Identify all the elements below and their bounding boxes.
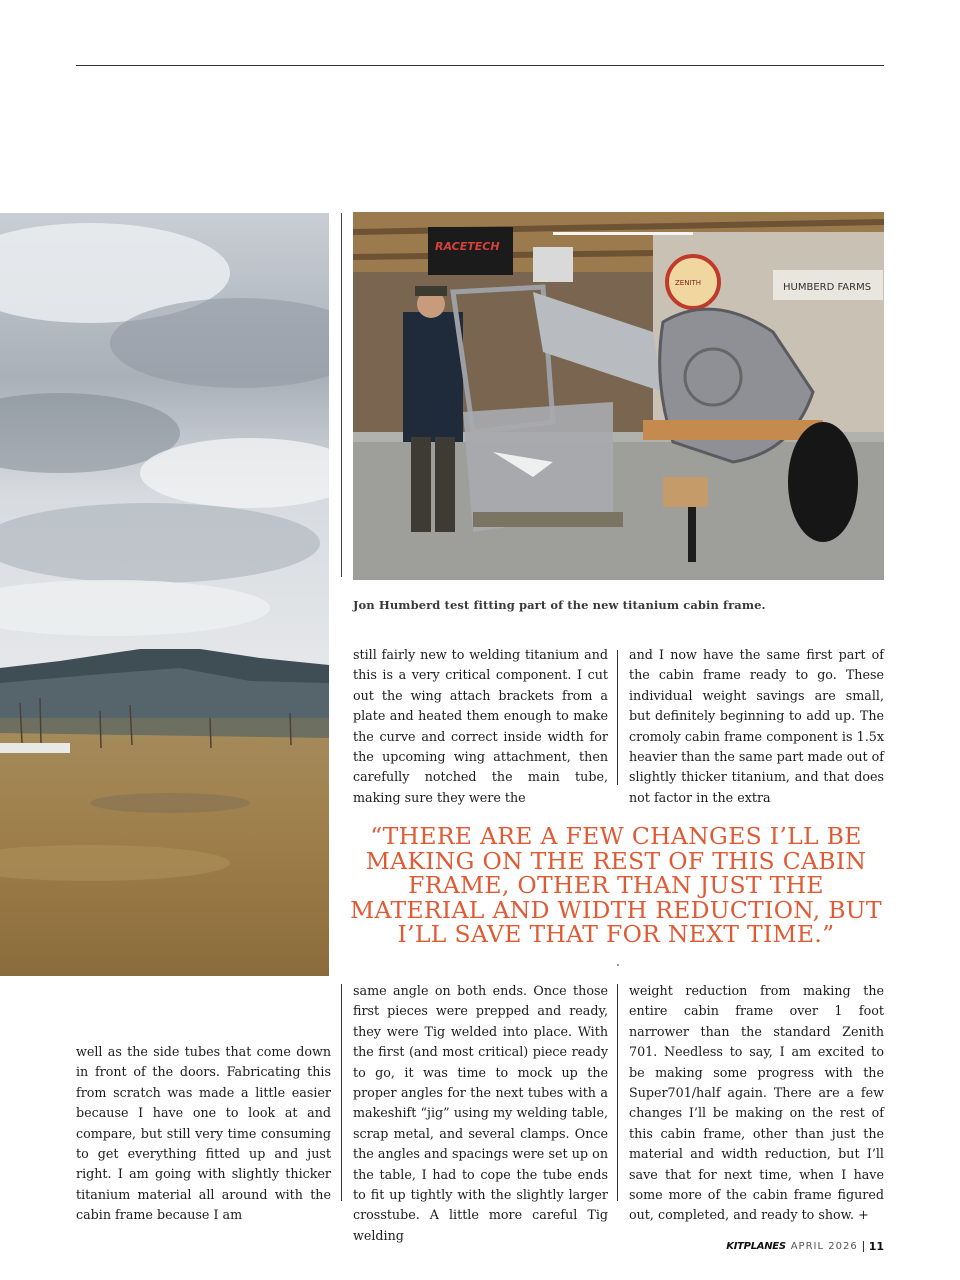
column-rule — [341, 213, 342, 577]
zenith-sign: ZENITH — [675, 279, 702, 287]
body-column-2-top — [629, 645, 884, 808]
column-rule — [341, 984, 342, 1201]
photo-caption: Jon Humberd test fitting part of the new titanium cabin frame. — [353, 598, 766, 612]
body-paragraph: same angle on both ends. Once those first pieces were prepped and ready, they were Tig welded into place. With the first (and most critical) piece ready to go, it was time to mock up the proper angles for the next tubes with a makeshift “jig” using my welding table, scrap metal, and several clamps. Once the angles and spacings were set up on the table, I had to cope the tube ends to fit up tightly with the slightly larger crosstube. A little more careful Tig welding — [353, 983, 608, 1243]
racetech-sign: RACETECH — [435, 240, 500, 253]
body-paragraph: still fairly new to welding titanium and this is a very critical component. I cut out the wing attach brackets from a plate and heated them enough to make the curve and correct inside width for the upcoming wing attachment, then carefully notched the main tube, making sure they were the — [353, 647, 608, 805]
body-column-1-top — [353, 645, 608, 808]
pull-quote: “THERE ARE A FEW CHANGES I’LL BE MAKING ON THE REST OF THIS CABIN FRAME, OTHER THAN JUST THE MATERIAL AND WIDTH REDUCTION, BUT I’LL SAVE THAT FOR NEXT TIME.” — [350, 822, 882, 948]
workshop-photo — [353, 212, 884, 580]
top-rule — [76, 65, 884, 66]
workshop-illustration — [353, 212, 884, 580]
landscape-photo — [0, 213, 329, 976]
footer-divider — [863, 1241, 864, 1252]
issue-date: APRIL 2026 — [790, 1241, 858, 1252]
body-column-2-bottom — [629, 981, 884, 1226]
pull-quote-dot — [617, 964, 619, 966]
column-rule — [617, 984, 618, 1201]
body-paragraph: weight reduction from making the entire cabin frame over 1 foot narrower than the standard Zenith 701. Needless to say, I am excited to be making some progress with the Super701/half again. There are a few changes I’ll be making on the rest of this cabin frame, other than just the material and width reduction, but I’ll save that for next time, when I have some more of the cabin frame figured out, completed, and ready to show. + — [629, 983, 884, 1223]
body-paragraph: and I now have the same first part of the cabin frame ready to go. These individual weight savings are small, but definitely beginning to add up. The cromoly cabin frame component is 1.5x heavier than the same part made out of slightly thicker titanium, and that does not factor in the extra — [629, 647, 884, 805]
magazine-brand: KITPLANES — [726, 1241, 786, 1252]
body-column-1-bottom — [353, 981, 608, 1246]
banner-text: HUMBERD FARMS — [783, 282, 872, 293]
landscape-illustration — [0, 213, 329, 976]
body-column-0-bottom — [76, 1042, 331, 1226]
page-number: 11 — [868, 1240, 884, 1253]
body-paragraph: well as the side tubes that come down in front of the doors. Fabricating this from scratch was made a little easier because I have one to look at and compare, but still very time consuming to get everything fitted up and just right. I am going with slightly thicker titanium material all around with the cabin frame because I am — [76, 1044, 331, 1223]
page-footer — [726, 1240, 884, 1253]
column-rule — [617, 650, 618, 785]
